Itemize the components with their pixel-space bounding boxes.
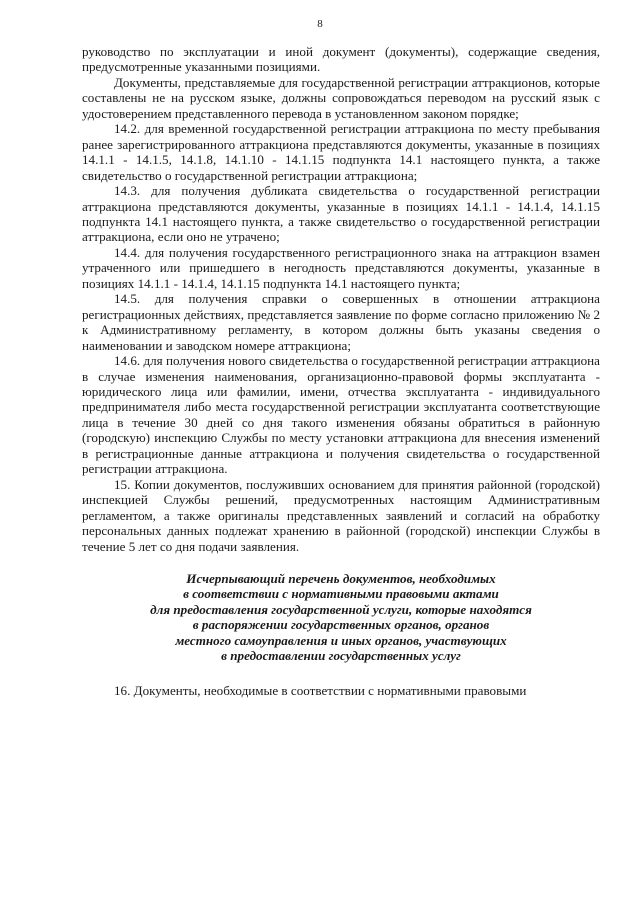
paragraph-item-14-4: 14.4. для получения государственного регистрационного знака на аттракцион взамен утраченного или пришедшего в негодность представляются документы, указанные в позициях 14.1.1 - 14.1.4, 14.1.15 подпункта 14.1 настоящего пункта;	[82, 244, 600, 291]
section-heading-line: в распоряжении государственных органов, органов	[192, 617, 490, 633]
section-heading-line: в предоставлении государственных услуг	[221, 648, 461, 664]
section-heading-line: в соответствии с нормативными правовыми актами	[183, 586, 499, 602]
paragraph-item-14-5: 14.5. для получения справки о совершенных в отношении аттракциона регистрационных действиях, представляется заявление по форме согласно приложению № 2 к Административному регламенту, в котором должны быть указаны сведения о наименовании и заводском номере аттракциона;	[82, 291, 600, 353]
page-number: 8	[317, 18, 323, 30]
paragraph-item-15: 15. Копии документов, послуживших основанием для принятия районной (городской) инспекцией Службы решений, предусмотренных настоящим Административным регламентом, а также оригиналы представленных заявлений и согласий на обработку персональных данных подлежат хранению в районной (городской) инспекции Службы в течение 5 лет со дня подачи заявления.	[82, 476, 600, 554]
section-heading-line: для предоставления государственной услуги, которые находятся	[150, 601, 532, 617]
paragraph-item-14-6: 14.6. для получения нового свидетельства о государственной регистрации аттракциона в случае изменения наименования, организационно-правовой формы эксплуатанта - юридического лица или фамилии, имени, отчества эксплуатанта - индивидуального предпринимателя либо места государственной регистрации эксплуатанта соответствующие лица в течение 30 дней со дня такого изменения обязаны обратиться в районную (городскую) инспекцию Службы по месту установки аттракциона для внесения изменений в регистрационные данные аттракциона и получения свидетельства о государственной регистрации аттракциона.	[82, 353, 600, 477]
section-heading	[82, 571, 600, 664]
document-body	[82, 44, 600, 698]
paragraph-item-16: 16. Документы, необходимые в соответствии с нормативными правовыми	[114, 682, 527, 698]
paragraph-item-14-2: 14.2. для временной государственной регистрации аттракциона по месту пребывания ранее зарегистрированного аттракциона представляются документы, указанные в позициях 14.1.1 - 14.1.5, 14.1.8, 14.1.10 - 14.1.15 подпункта 14.1 настоящего пункта, а также свидетельство о государственной регистрации аттракциона;	[82, 121, 600, 183]
paragraph-item-14-3: 14.3. для получения дубликата свидетельства о государственной регистрации аттракциона представляются документы, указанные в позициях 14.1.1 - 14.1.4, 14.1.15 подпункта 14.1 настоящего пункта, а также свидетельство о государственной регистрации аттракциона, если оно не утрачено;	[82, 183, 600, 245]
section-heading-line: Исчерпывающий перечень документов, необходимых	[186, 570, 496, 586]
paragraph: Документы, представляемые для государственной регистрации аттракционов, которые составлены не на русском языке, должны сопровождаться переводом на русский язык с удостоверением представленного перевода в установленном законом порядке;	[82, 74, 600, 121]
section-heading-line: местного самоуправления и иных органов, участвующих	[175, 632, 507, 648]
paragraph: руководство по эксплуатации и иной документ (документы), содержащие сведения, предусмотренные указанными позициями.	[82, 44, 600, 75]
